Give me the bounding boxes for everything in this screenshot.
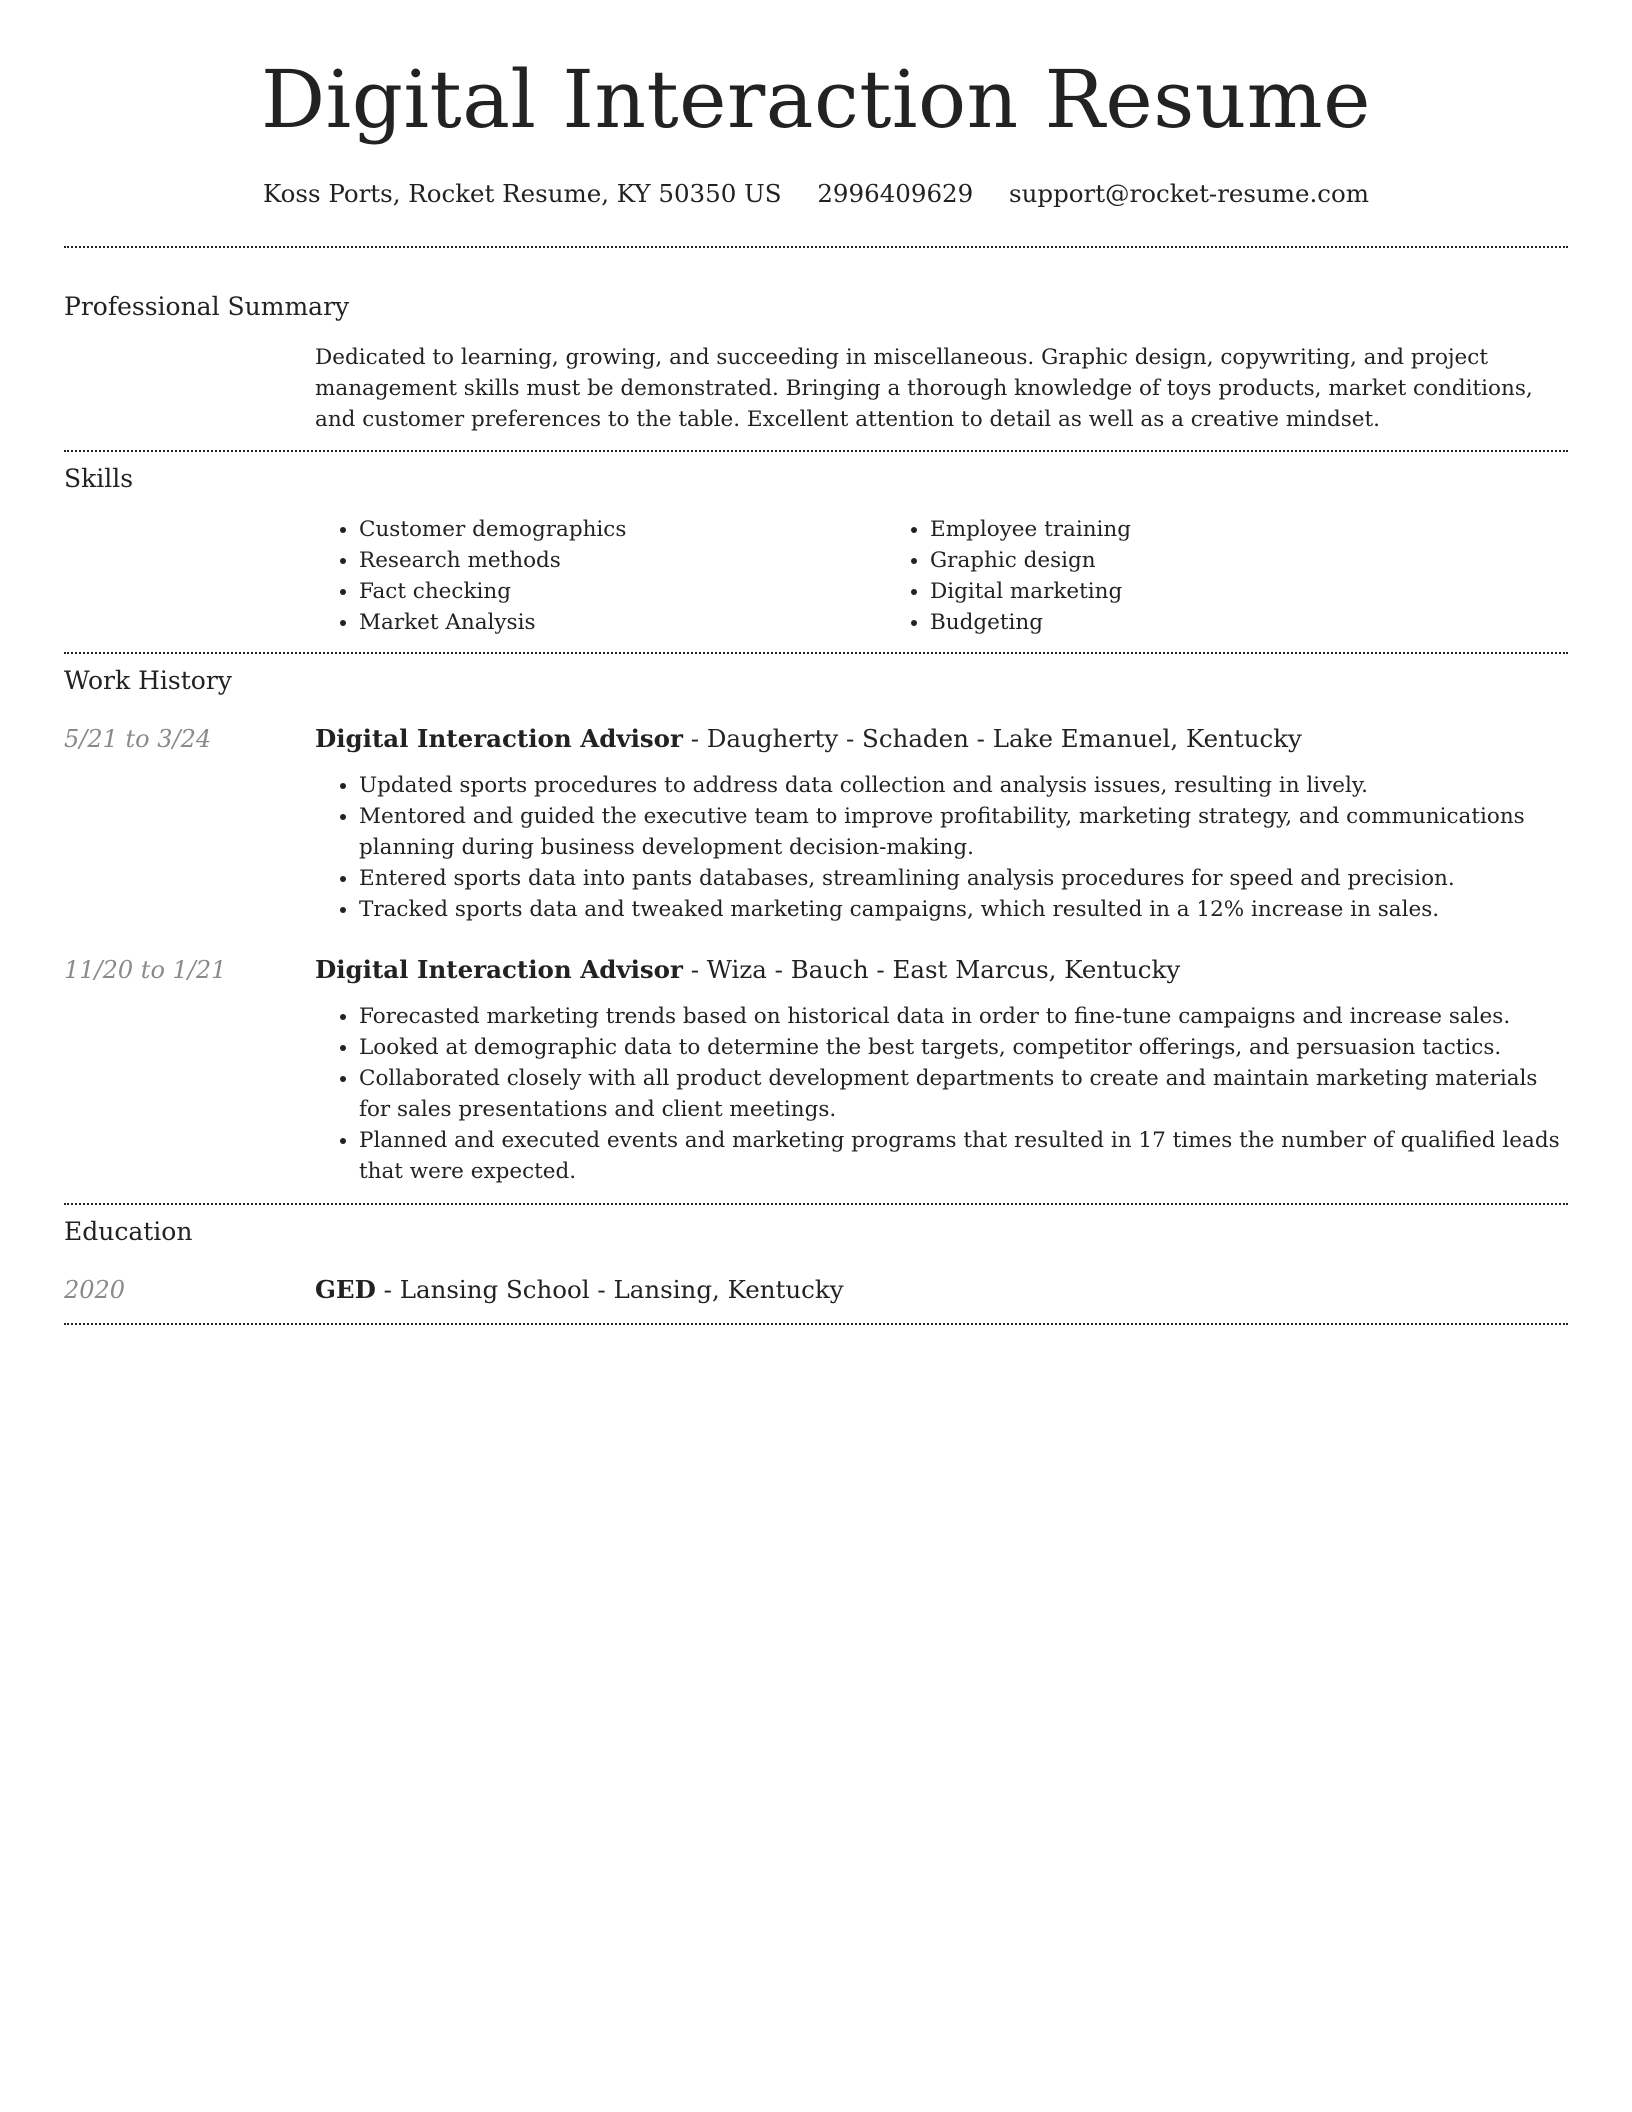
skills-section bbox=[64, 452, 1568, 652]
job-bullets bbox=[315, 770, 1568, 925]
summary-heading: Professional Summary bbox=[64, 292, 350, 321]
skills-column-left bbox=[315, 514, 886, 638]
education-details bbox=[315, 1273, 844, 1307]
job-bullet: • Looked at demographic data to determine the best targets, competitor offerings, and persuasion tactics. bbox=[359, 1032, 1568, 1063]
skill-item: • Graphic design bbox=[930, 545, 1457, 576]
education-divider bbox=[64, 1323, 1568, 1325]
job-bullet: • Tracked sports data and tweaked marketing campaigns, which resulted in a 12% increase in sales. bbox=[359, 894, 1568, 925]
skills-heading: Skills bbox=[64, 464, 134, 493]
skill-item: • Customer demographics bbox=[359, 514, 886, 545]
job-role: Digital Interaction Advisor bbox=[315, 955, 683, 984]
job-employer-location: - Daugherty - Schaden - Lake Emanuel, Kentucky bbox=[682, 724, 1302, 753]
summary-section bbox=[64, 248, 1568, 450]
job-bullet: • Updated sports procedures to address data collection and analysis issues, resulting in lively. bbox=[359, 770, 1568, 801]
skill-item: • Budgeting bbox=[930, 607, 1457, 638]
job-bullet: • Planned and executed events and marketing programs that resulted in 17 times the number of qualified leads that were expected. bbox=[359, 1125, 1568, 1187]
job-bullet: • Entered sports data into pants databases, streamlining analysis procedures for speed and precision. bbox=[359, 863, 1568, 894]
skill-item: • Research methods bbox=[359, 545, 886, 576]
skills-column-right bbox=[886, 514, 1457, 638]
job-dates: 11/20 to 1/21 bbox=[64, 956, 227, 984]
education-year: 2020 bbox=[64, 1276, 126, 1304]
skill-item: • Fact checking bbox=[359, 576, 886, 607]
contact-email: support@rocket-resume.com bbox=[1009, 179, 1369, 208]
job-bullet: • Collaborated closely with all product development departments to create and maintain marketing materials for sales presentations and client meetings. bbox=[359, 1063, 1568, 1125]
skill-item: • Employee training bbox=[930, 514, 1457, 545]
education-school-location: - Lansing School - Lansing, Kentucky bbox=[375, 1275, 844, 1304]
job-entry bbox=[64, 698, 1568, 925]
job-dates: 5/21 to 3/24 bbox=[64, 725, 212, 753]
skill-item: • Digital marketing bbox=[930, 576, 1457, 607]
education-section bbox=[64, 1205, 1568, 1323]
education-degree: GED bbox=[315, 1275, 376, 1304]
work-history-section bbox=[64, 654, 1568, 1203]
education-heading: Education bbox=[64, 1217, 193, 1246]
job-heading bbox=[315, 953, 1568, 987]
job-employer-location: - Wiza - Bauch - East Marcus, Kentucky bbox=[682, 955, 1181, 984]
work-history-heading: Work History bbox=[64, 666, 232, 695]
job-bullets bbox=[315, 1001, 1568, 1187]
contact-phone: 2996409629 bbox=[817, 179, 974, 208]
job-bullet: • Mentored and guided the executive team to improve profitability, marketing strategy, and communications planning during business development decision-making. bbox=[359, 801, 1568, 863]
contact-info bbox=[64, 178, 1568, 210]
skill-item: • Market Analysis bbox=[359, 607, 886, 638]
job-heading bbox=[315, 722, 1568, 756]
resume-title: Digital Interaction Resume bbox=[261, 53, 1371, 146]
job-details bbox=[315, 722, 1568, 925]
contact-address: Koss Ports, Rocket Resume, KY 50350 US bbox=[263, 179, 782, 208]
job-bullet: • Forecasted marketing trends based on historical data in order to fine-tune campaigns and increase sales. bbox=[359, 1001, 1568, 1032]
job-entry bbox=[64, 925, 1568, 1203]
skills-list bbox=[315, 496, 1568, 652]
job-details bbox=[315, 953, 1568, 1187]
job-role: Digital Interaction Advisor bbox=[315, 724, 683, 753]
education-entry bbox=[64, 1249, 1568, 1323]
summary-text: Dedicated to learning, growing, and succeeding in miscellaneous. Graphic design, copywriting, and project management skills must be demonstrated. Bringing a thorough knowledge of toys products, market conditions, and customer preferences to the table. Excellent attention to detail as well as a creative mindset. bbox=[315, 345, 1533, 432]
